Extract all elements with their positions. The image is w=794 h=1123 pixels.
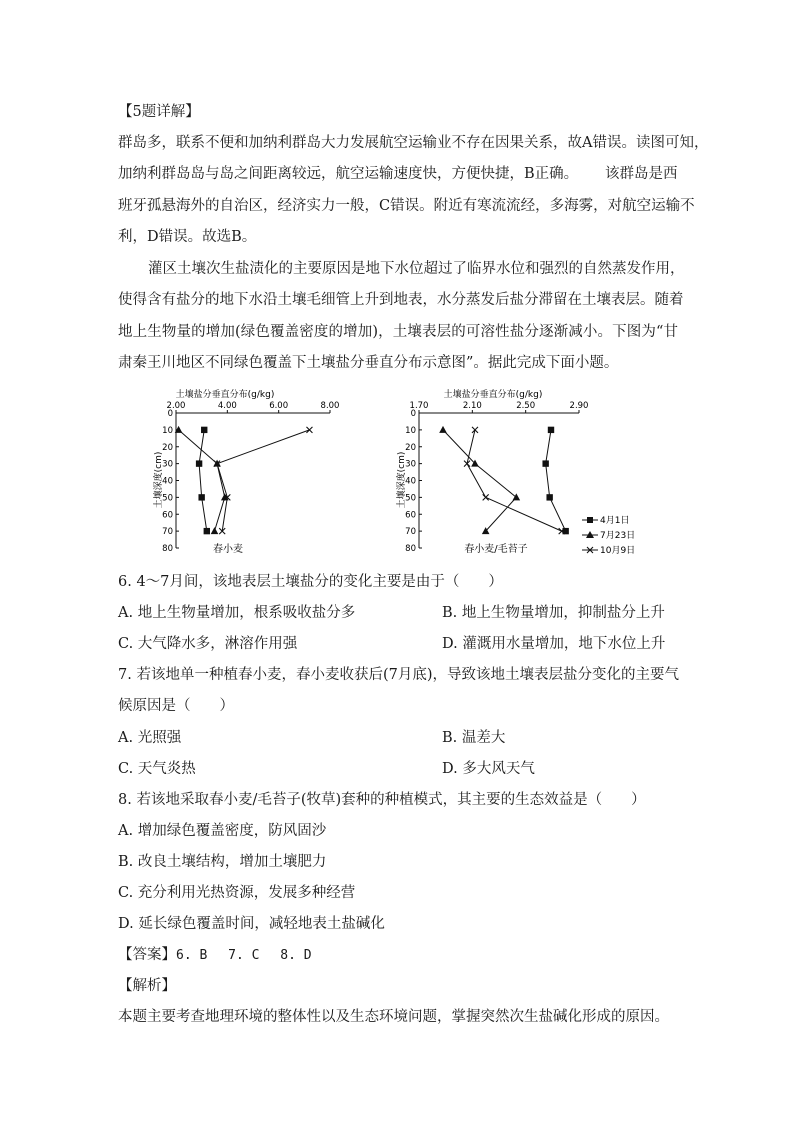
series-line [217, 430, 309, 531]
legend-label: 4月1日 [600, 516, 630, 526]
y-tick-label: 70 [162, 527, 173, 538]
y-tick-label: 0 [167, 409, 173, 419]
data-point-x [306, 427, 312, 433]
legend-marker-square [587, 517, 593, 523]
data-point-square [196, 460, 202, 466]
answer-label: 【答案】 [118, 947, 176, 963]
chart-caption: 春小麦/毛苔子 [464, 544, 528, 555]
y-tick-label: 0 [410, 409, 416, 419]
explanation-line-1: 群岛多，联系不便和加纳利群岛大力发展航空运输业不存在因果关系，故A错误。读图可知， [118, 135, 709, 151]
data-point-square [546, 494, 552, 500]
y-axis-label: 土壤深度(cm) [397, 451, 407, 509]
y-axis-label: 土壤深度(cm) [154, 451, 164, 509]
q6-option-c[interactable]: C. 大气降水多，淋溶作用强 [118, 636, 298, 652]
explanation-line-2: 加纳利群岛岛与岛之间距离较远，航空运输速度快，方便快捷，B正确。 [118, 166, 579, 182]
data-point-square [198, 494, 204, 500]
legend-label: 10月9日 [600, 546, 636, 556]
q7-option-b[interactable]: B. 温差大 [442, 730, 506, 746]
q7-stem-line-1: 7. 若该地单一种植春小麦，春小麦收获后(7月底)，导致该地土壤表层盐分变化的主要气 [118, 667, 679, 683]
data-point-square [204, 528, 210, 534]
explanation-line-2b: 该群岛是西 [605, 166, 678, 182]
q8-option-b[interactable]: B. 改良土壤结构，增加土壤肥力 [118, 854, 327, 870]
chart-title: 土壤盐分垂直分布(g/kg) [175, 390, 275, 400]
data-point-triangle [513, 493, 521, 500]
chart-caption: 春小麦 [213, 544, 243, 555]
data-point-square [542, 460, 548, 466]
chart-title: 土壤盐分垂直分布(g/kg) [443, 390, 543, 400]
y-tick-label: 10 [162, 425, 173, 436]
series-line [199, 430, 207, 531]
q8-option-a[interactable]: A. 增加绿色覆盖密度，防风固沙 [118, 823, 327, 839]
x-tick-label: 6.00 [269, 401, 289, 411]
analysis-heading: 【解析】 [118, 978, 176, 994]
y-tick-label: 50 [162, 493, 173, 504]
intro-line-3: 地上生物量的增加(绿色覆盖密度的增加)，土壤表层的可溶性盐分逐渐减小。下图为“甘 [118, 324, 678, 340]
intro-line-2: 使得含有盐分的地下水沿土壤毛细管上升到地表，水分蒸发后盐分滞留在土壤表层。随着 [118, 292, 684, 308]
y-tick-label: 10 [405, 425, 416, 436]
y-tick-label: 60 [405, 510, 416, 521]
data-point-square [201, 427, 207, 433]
q7-option-d[interactable]: D. 多大风天气 [442, 761, 535, 777]
q6-stem: 6. 4～7月间，该地表层土壤盐分的变化主要是由于（ ） [118, 574, 503, 590]
data-point-x [483, 494, 489, 500]
q7-option-c[interactable]: C. 天气炎热 [118, 761, 196, 777]
answer-line [118, 945, 312, 966]
intro-line-1: 灌区土壤次生盐渍化的主要原因是地下水位超过了临界水位和强烈的自然蒸发作用， [148, 261, 685, 277]
q8-option-c[interactable]: C. 充分利用光热资源，发展多种经营 [118, 885, 356, 901]
q8-option-d[interactable]: D. 延长绿色覆盖时间，减轻地表土盐碱化 [118, 916, 385, 932]
analysis-text: 本题主要考查地理环境的整体性以及生态环境问题，掌握突然次生盐碱化形成的原因。 [118, 1009, 669, 1025]
q6-option-d[interactable]: D. 灌溉用水量增加，地下水位上升 [442, 636, 666, 652]
data-point-triangle [211, 527, 219, 534]
y-tick-label: 50 [405, 493, 416, 504]
y-tick-label: 40 [162, 476, 173, 487]
x-tick-label: 2.10 [462, 401, 482, 411]
data-point-triangle [439, 426, 447, 433]
y-tick-label: 40 [405, 476, 416, 487]
q6-option-a[interactable]: A. 地上生物量增加，根系吸收盐分多 [118, 605, 356, 621]
y-tick-label: 80 [162, 544, 173, 554]
y-tick-label: 20 [405, 442, 416, 453]
intro-line-4: 肃秦王川地区不同绿色覆盖下土壤盐分垂直分布示意图”。据此完成下面小题。 [118, 355, 619, 371]
x-tick-label: 1.70 [409, 401, 429, 411]
q6-option-b[interactable]: B. 地上生物量增加，抑制盐分上升 [442, 605, 665, 621]
chart-wheat-alfalfa [395, 388, 635, 556]
legend [582, 515, 635, 556]
series-line [443, 430, 516, 531]
x-tick-label: 2.90 [569, 401, 589, 411]
q7-option-a[interactable]: A. 光照强 [118, 730, 182, 746]
y-tick-label: 60 [162, 510, 173, 521]
x-tick-label: 2.50 [516, 401, 536, 411]
data-point-square [548, 427, 554, 433]
y-tick-label: 80 [405, 544, 416, 554]
answer-values: 6. B 7. C 8. D [176, 948, 312, 963]
salt-profile-figure [140, 378, 680, 563]
explanation-line-3: 班牙孤悬海外的自治区，经济实力一般，C错误。附近有寒流流经，多海雾，对航空运输不 [118, 198, 695, 214]
section-heading: 【5题详解】 [118, 104, 200, 120]
chart-spring-wheat [152, 388, 339, 555]
explanation-line-4: 利，D错误。故选B。 [118, 229, 257, 245]
q8-stem: 8. 若该地采取春小麦/毛苔子(牧草)套种的种植模式，其主要的生态效益是（ ） [118, 792, 646, 808]
series-line [546, 430, 566, 531]
x-tick-label: 4.00 [217, 401, 237, 411]
y-tick-label: 30 [405, 459, 416, 470]
y-tick-label: 20 [162, 442, 173, 453]
y-tick-label: 30 [162, 459, 173, 470]
legend-label: 7月23日 [600, 531, 636, 541]
q7-stem-line-2: 候原因是（ ） [118, 698, 234, 714]
x-tick-label: 2.00 [166, 401, 186, 411]
y-tick-label: 70 [405, 527, 416, 538]
x-tick-label: 8.00 [320, 401, 340, 411]
